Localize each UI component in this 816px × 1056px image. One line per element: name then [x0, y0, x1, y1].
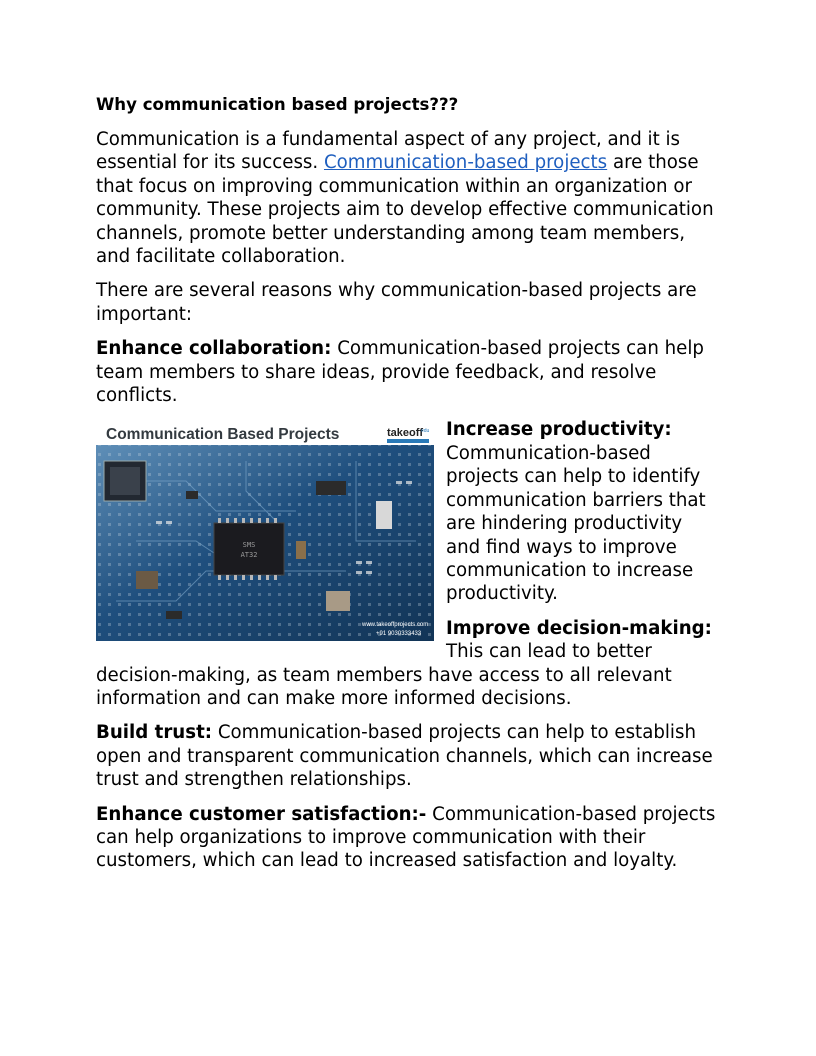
document-page: [96, 94, 720, 884]
point-text: Communication-based projects can help team members to share ideas, provide feedback, and resolve conflicts.: [96, 338, 704, 407]
chip-label-line2: AT32: [240, 551, 258, 560]
point-text: This can lead to better decision-making, as team members have access to all relevant information and can make more informed decisions.: [96, 641, 672, 709]
point-text: Communication-based projects can help organizations to improve communication with their customers, which can lead to increased satisfaction and loyalty.: [96, 803, 716, 872]
reasons-intro-paragraph: There are several reasons why communication-based projects are important:: [96, 280, 697, 325]
intro-text-before-link: Communication is a fundamental aspect of any project, and it is essential for its success.: [96, 129, 681, 174]
point-enhance-collaboration: [96, 337, 720, 407]
point-build-trust: [96, 721, 720, 791]
image-phone: +91 9030333433: [376, 631, 422, 638]
banner-title: Communication Based Projects: [106, 426, 340, 444]
point-heading: Build trust:: [96, 722, 213, 744]
point-text: Communication-based projects can help to identify communication barriers that are hindering productivity and find ways to improve communication to increase productivity.: [446, 442, 706, 605]
circuit-board-image: [96, 421, 434, 641]
intro-text-after-link: are those that focus on improving communication within an organization or community. These projects aim to develop effective communication channels, promote better understanding among team members, and facilitate collaboration.: [96, 152, 714, 268]
point-enhance-customer-satisfaction: [96, 803, 720, 873]
image-website: www.takeoffprojects.com: [362, 622, 429, 629]
chip-label-line1: SMS: [242, 541, 256, 550]
point-heading: Increase productivity:: [446, 419, 672, 441]
logo-text: takeoff: [387, 427, 424, 440]
point-heading: Enhance collaboration:: [96, 338, 332, 360]
point-text: Communication-based projects can help to establish open and transparent communication channels, which can increase trust and strengthen relationships.: [96, 722, 713, 791]
communication-projects-link[interactable]: Communication-based projects: [323, 152, 608, 174]
page-title: Why communication based projects???: [96, 95, 459, 114]
intro-paragraph: [96, 128, 720, 268]
point-heading: Enhance customer satisfaction:-: [96, 803, 427, 825]
logo-suffix: edu: [421, 428, 430, 435]
logo-underline: [387, 439, 429, 443]
point-heading: Improve decision-making:: [446, 617, 712, 639]
